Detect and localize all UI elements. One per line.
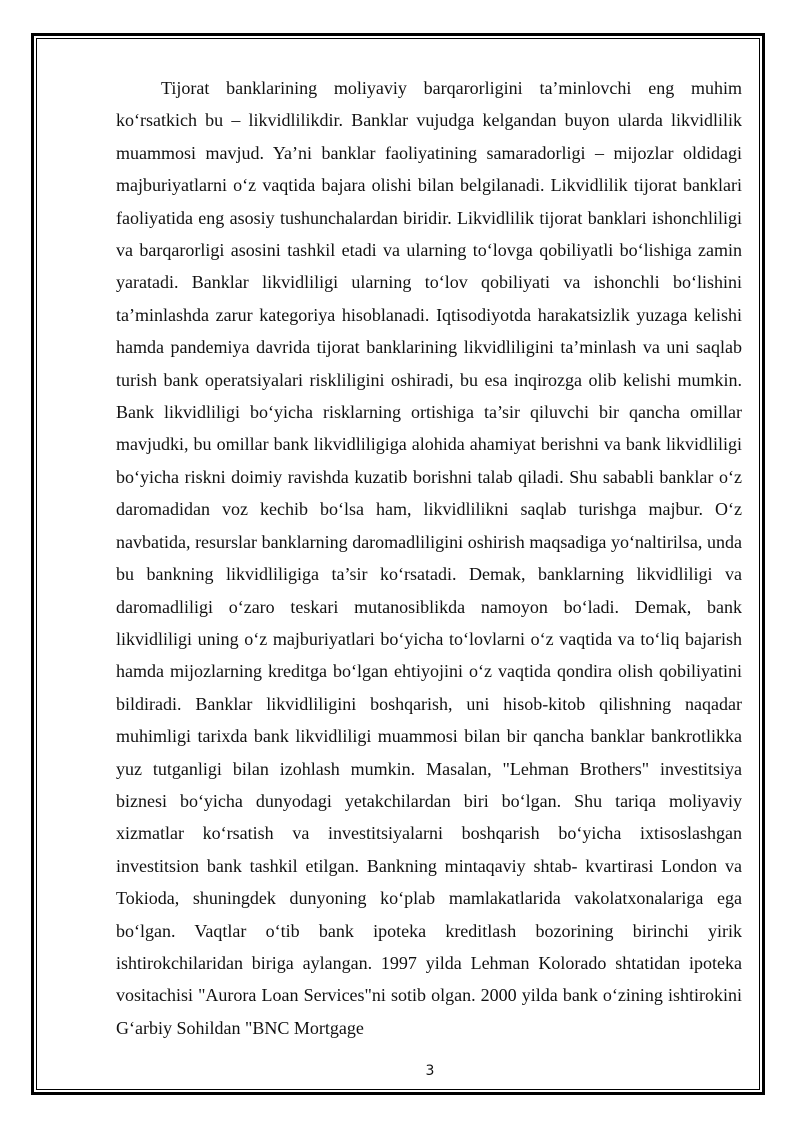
body-paragraph: Tijorat banklarining moliyaviy barqarorligini ta’minlovchi eng muhim ko‘rsatkich bu – likvidlilikdir. Banklar vujudga kelgandan buyon ularda likvidlilik muammosi mavjud. Ya’ni banklar faoliyatining samaradorligi – mijozlar oldidagi majburiyatlarni o‘z vaqtida bajara olishi bilan belgilanadi. Likvidlilik tijorat banklari faoliyatida eng asosiy tushunchalardan biridir. Likvidlilik tijorat banklari ishonchliligi va barqarorligi asosini tashkil etadi va ularning to‘lovga qobiliyatli bo‘lishiga zamin yaratadi. Banklar likvidliligi ularning to‘lov qobiliyati va ishonchli bo‘lishini ta’minlashda zarur kategoriya hisoblanadi. Iqtisodiyotda harakatsizlik yuzaga kelishi hamda pandemiya davrida tijorat banklarining likvidliligini ta’minlash va uni saqlab turish bank operatsiyalari riskliligini oshiradi, bu esa inqirozga olib kelishi mumkin. Bank likvidliligi bo‘yicha risklarning ortishiga ta’sir qiluvchi bir qancha omillar mavjudki, bu omillar bank likvidliligiga alohida ahamiyat berishni va bank likvidliligi bo‘yicha riskni doimiy ravishda kuzatib borishni talab qiladi. Shu sababli banklar o‘z daromadidan voz kechib bo‘lsa ham, likvidlilikni saqlab turishga majbur. O‘z navbatida, resurslar banklarning daromadliligini oshirish maqsadiga yo‘naltirilsa, unda bu bankning likvidliligiga ta’sir ko‘rsatadi. Demak, banklarning likvidliligi va daromadliligi o‘zaro teskari mutanosiblikda namoyon bo‘ladi. Demak, bank likvidliligi uning o‘z majburiyatlari bo‘yicha to‘lovlarni o‘z vaqtida va to‘liq bajarish hamda mijozlarning kreditga bo‘lgan ehtiyojini o‘z vaqtida qondira olish qobiliyatini bildiradi. Banklar likvidliligini boshqarish, uni hisob-kitob qilishning naqadar muhimligi tarixda bank likvidliligi muammosi bilan bir qancha banklar bankrotlikka yuz tutganligi bilan izohlash mumkin. Masalan, "Lehman Brothers" investitsiya biznesi bo‘yicha dunyodagi yetakchilardan biri bo‘lgan. Shu tariqa moliyaviy xizmatlar ko‘rsatish va investitsiyalarni boshqarish bo‘yicha ixtisoslashgan investitsion bank tashkil etilgan. Bankning mintaqaviy shtab- kvartirasi London va Tokioda, shuningdek dunyoning ko‘plab mamlakatlarida vakolatxonalariga ega bo‘lgan. Vaqtlar o‘tib bank ipoteka kreditlash bozorining birinchi yirik ishtirokchilaridan biriga aylangan. 1997 yilda Lehman Kolorado shtatidan ipoteka vositachisi "Aurora Loan Services"ni sotib olgan. 2000 yilda bank o‘zining ishtirokini G‘arbiy Sohildan "BNC Mortgage <box>116 78 742 1038</box>
page-number: 3 <box>425 1063 435 1079</box>
